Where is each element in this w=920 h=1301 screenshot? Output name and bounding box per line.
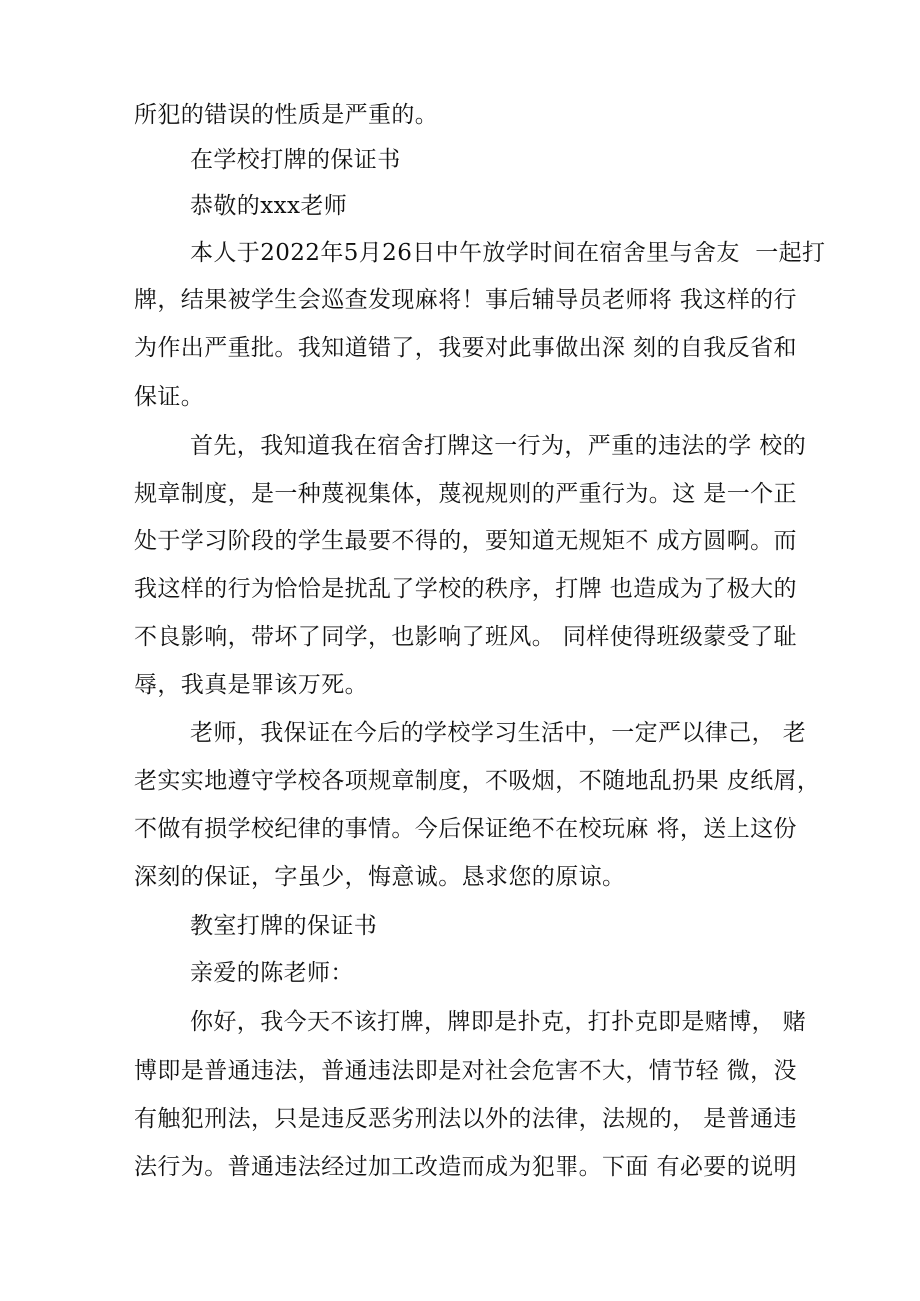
text-line: 规章制度，是一种蔑视集体，蔑视规则的严重行为。这 是一个正 <box>134 481 797 507</box>
text-line: 牌，结果被学生会巡查发现麻将！事后辅导员老师将 我这样的行 <box>134 287 797 313</box>
text-line: 首先，我知道我在宿舍打牌这一行为，严重的违法的学 校的 <box>190 433 807 459</box>
text-line: 有触犯刑法，只是违反恶劣刑法以外的法律，法规的， 是普通违 <box>134 1106 797 1132</box>
text-line: 不做有损学校纪律的事情。今后保证绝不在校玩麻 将，送上这份 <box>134 816 797 842</box>
text-line: 辱，我真是罪该万死。 <box>134 672 368 698</box>
salutation: 亲爱的陈老师： <box>190 960 354 986</box>
text-line: 所犯的错误的性质是严重的。 <box>134 102 439 128</box>
text-line: 博即是普通违法，普通违法即是对社会危害不大，情节轻 微，没 <box>134 1058 797 1084</box>
text-line: 老师，我保证在今后的学校学习生活中，一定严以律己， 老 <box>190 720 807 746</box>
text-line: 深刻的保证，字虽少，悔意诚。恳求您的原谅。 <box>134 864 626 890</box>
text-line: 处于学习阶段的学生最要不得的，要知道无规矩不 成方圆啊。而 <box>134 528 797 554</box>
section-heading: 在学校打牌的保证书 <box>190 147 401 173</box>
text-line: 本人于2022年5月26日中午放学时间在宿舍里与舍友 一起打 <box>190 240 826 266</box>
text-line: 保证。 <box>134 384 205 410</box>
text-line: 你好，我今天不该打牌，牌即是扑克，打扑克即是赌博， 赌 <box>190 1009 807 1035</box>
text-line: 为作出严重批。我知道错了，我要对此事做出深 刻的自我反省和 <box>134 335 797 361</box>
text-line: 不良影响，带坏了同学，也影响了班风。 同样使得班级蒙受了耻 <box>134 624 797 650</box>
text-line: 我这样的行为恰恰是扰乱了学校的秩序，打牌 也造成为了极大的 <box>134 576 797 602</box>
section-heading: 教室打牌的保证书 <box>190 913 378 939</box>
salutation: 恭敬的xxx老师 <box>190 193 348 219</box>
text-line: 法行为。普通违法经过加工改造而成为犯罪。下面 有必要的说明 <box>134 1154 797 1180</box>
text-line: 老实实地遵守学校各项规章制度，不吸烟，不随地乱扔果 皮纸屑， <box>134 768 821 794</box>
